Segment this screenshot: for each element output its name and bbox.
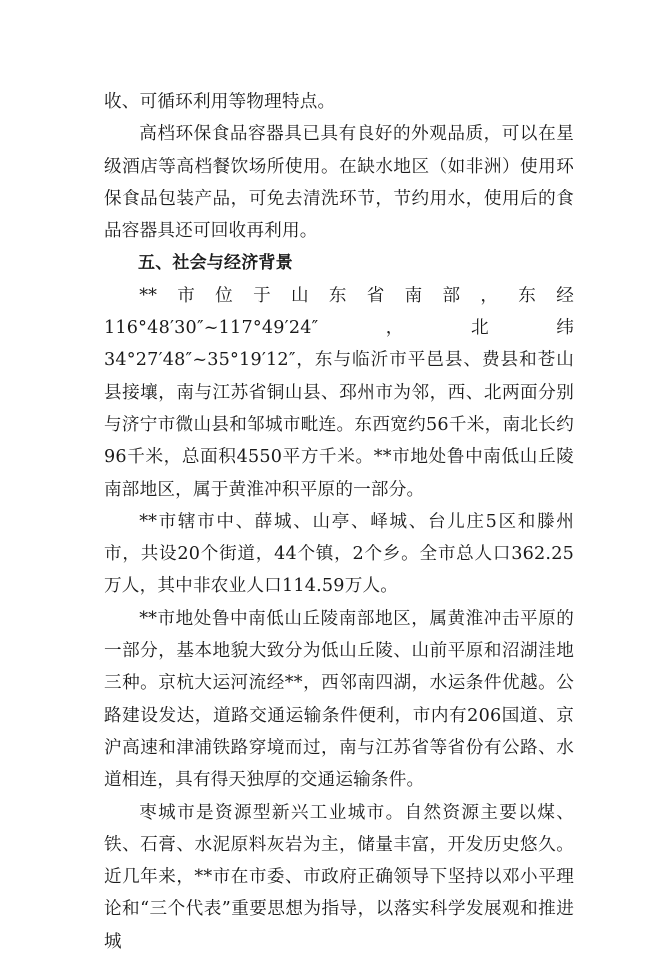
document-body: [104, 86, 574, 958]
paragraph-administration: **市辖市中、薛城、山亭、峄城、台儿庄5区和滕州市，共设20个街道，44个镇，2个乡。全市总人口362.25万人，其中非农业人口114.59万人。: [104, 511, 574, 597]
paragraph-eco-containers: 高档环保食品容器具已具有良好的外观品质，可以在星级酒店等高档餐饮场所使用。在缺水地区（如非洲）使用环保食品包装产品，可免去清洗环节，节约用水，使用后的食品容器具还可回收再利用。: [104, 124, 574, 242]
paragraph-resources: 枣城市是资源型新兴工业城市。自然资源主要以煤、铁、石膏、水泥原料灰岩为主，储量丰富，开发历史悠久。近几年来，**市在市委、市政府正确领导下坚持以邓小平理论和“三个代表”重要思想为指导，以落实科学发展观和推进城: [104, 802, 574, 952]
section-heading: 五、社会与经济背景: [138, 253, 293, 274]
paragraph-geography-transport: **市地处鲁中南低山丘陵南部地区，属黄淮冲击平原的一部分，基本地貌大致分为低山丘陵、山前平原和沼湖洼地三种。京杭大运河流经**，西邻南四湖，水运条件优越。公路建设发达，道路交通运输条件便利，市内有206国道、京沪高速和津浦铁路穿境而过，南与江苏省等省份有公路、水道相连，具有得天独厚的交通运输条件。: [104, 608, 574, 791]
paragraph-continuation: 收、可循环利用等物理特点。: [104, 92, 336, 112]
paragraph-location: **市位于山东省南部，东经116°48′30″~117°49′24″，北纬34°27′48″~35°19′12″，东与临沂市平邑县、费县和苍山县接壤，南与江苏省铜山县、邳州市为邻，西、北两面分别与济宁市微山县和邹城市毗连。东西宽约56千米，南北长约96千米，总面积4550平方千米。**市地处鲁中南低山丘陵南部地区，属于黄淮冲积平原的一部分。: [104, 285, 574, 500]
